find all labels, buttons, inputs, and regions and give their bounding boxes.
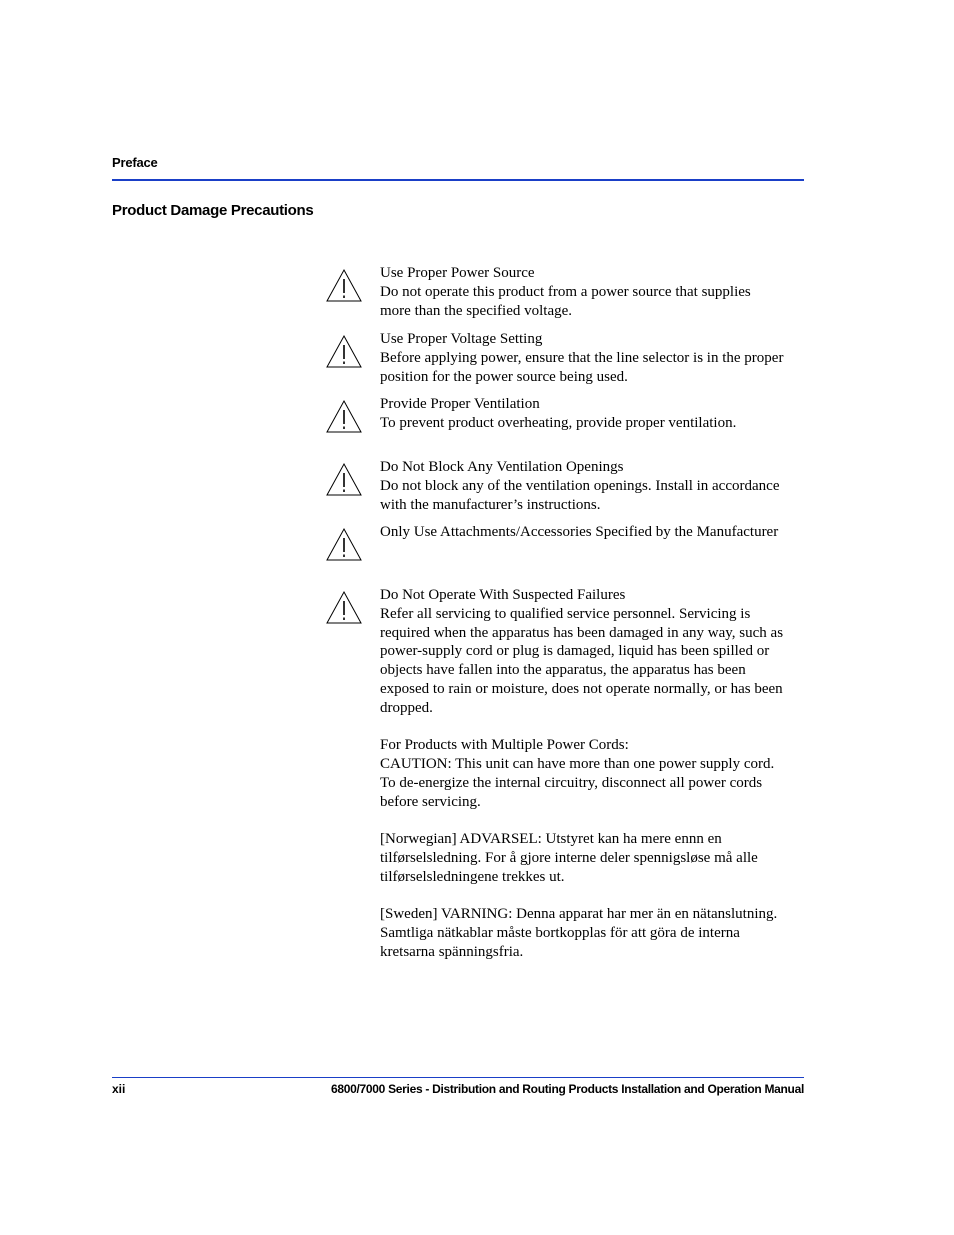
precaution-text: objects have fallen into the apparatus, the apparatus has been	[380, 662, 746, 679]
caution-text: To de-energize the internal circuitry, disconnect all power cords	[380, 774, 763, 791]
page-number: xii	[112, 1082, 126, 1096]
precaution-text: Do not operate this product from a power source that supplies	[380, 283, 751, 300]
caution-text: before servicing.	[380, 793, 481, 810]
precaution-title: Only Use Attachments/Accessories Specified by the Manufacturer	[380, 524, 779, 540]
warning-triangle-icon	[325, 462, 363, 496]
precaution-text: with the manufacturer’s instructions.	[380, 496, 601, 513]
warning-triangle-icon	[325, 399, 363, 433]
precaution-item	[380, 523, 800, 542]
running-header: Preface	[112, 155, 158, 170]
precaution-text: Refer all servicing to qualified service personnel. Servicing is	[380, 605, 751, 622]
precaution-text: position for the power source being used.	[380, 368, 628, 385]
precaution-text: exposed to rain or moisture, does not operate normally, or has been	[380, 680, 783, 697]
precaution-title: Use Proper Voltage Setting	[380, 331, 543, 347]
precaution-title: Do Not Operate With Suspected Failures	[380, 587, 626, 603]
warning-triangle-icon	[325, 334, 363, 368]
header-rule	[112, 179, 804, 181]
warning-triangle-icon	[325, 268, 363, 302]
precaution-item	[380, 586, 800, 961]
footer-rule	[112, 1077, 804, 1078]
swedish-warning: Samtliga nätkablar måste bortkopplas för att göra de interna	[380, 924, 740, 941]
precaution-text: dropped.	[380, 699, 433, 716]
precaution-text: Do not block any of the ventilation openings. Install in accordance	[380, 477, 780, 494]
precaution-item	[380, 264, 800, 320]
precaution-item	[380, 330, 800, 386]
precaution-title: Provide Proper Ventilation	[380, 396, 540, 412]
precaution-item	[380, 395, 800, 433]
precaution-text: required when the apparatus has been damaged in any way, such as	[380, 624, 784, 641]
precaution-text: To prevent product overheating, provide proper ventilation.	[380, 414, 737, 431]
norwegian-warning: [Norwegian] ADVARSEL: Utstyret kan ha mere ennn en	[380, 830, 722, 847]
norwegian-warning: tilførselsledningene trekkes ut.	[380, 868, 565, 885]
section-title: Product Damage Precautions	[112, 202, 314, 219]
precaution-item	[380, 458, 800, 514]
precaution-title: Use Proper Power Source	[380, 265, 535, 281]
power-cords-heading: For Products with Multiple Power Cords:	[380, 737, 629, 754]
caution-text: CAUTION: This unit can have more than one power supply cord.	[380, 755, 775, 772]
manual-title: 6800/7000 Series - Distribution and Routing Products Installation and Operation Manual	[331, 1082, 804, 1096]
precaution-text: Before applying power, ensure that the line selector is in the proper	[380, 349, 784, 366]
swedish-warning: [Sweden] VARNING: Denna apparat har mer än en nätanslutning.	[380, 905, 778, 922]
swedish-warning: kretsarna spänningsfria.	[380, 943, 524, 960]
precaution-text: more than the specified voltage.	[380, 302, 573, 319]
norwegian-warning: tilførselsledning. For å gjore interne deler spennigsløse må alle	[380, 849, 758, 866]
precaution-title: Do Not Block Any Ventilation Openings	[380, 459, 624, 475]
warning-triangle-icon	[325, 590, 363, 624]
warning-triangle-icon	[325, 527, 363, 561]
precaution-text: power-supply cord or plug is damaged, liquid has been spilled or	[380, 643, 770, 660]
